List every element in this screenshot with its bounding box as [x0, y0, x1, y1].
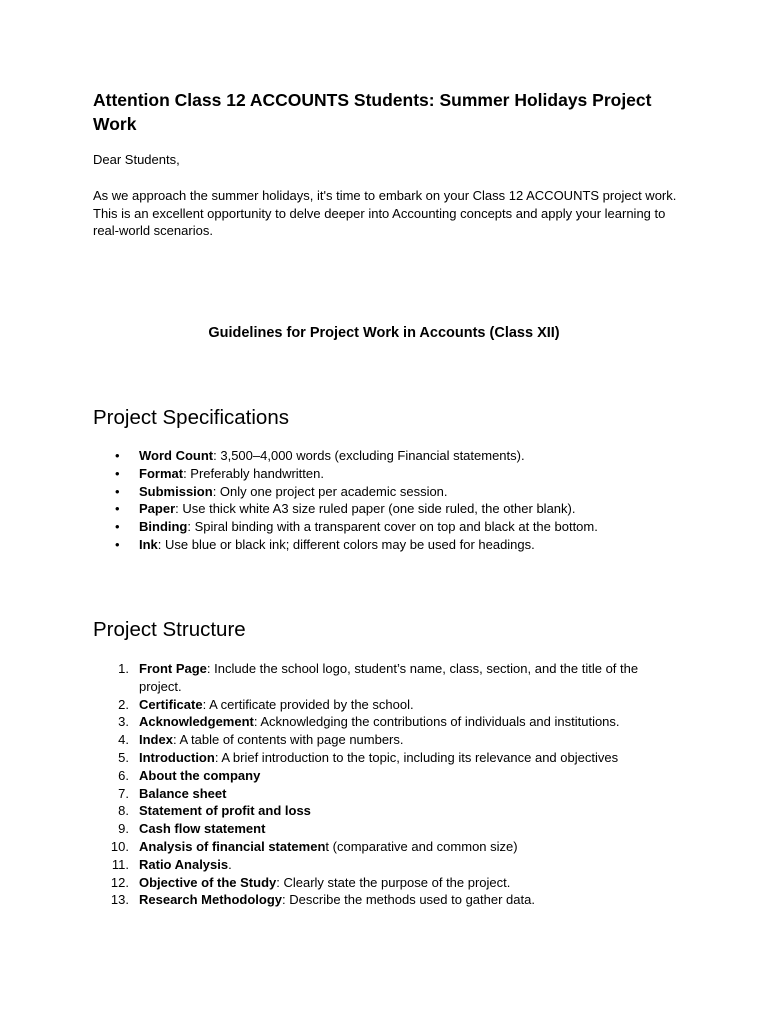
item-text: : Only one project per academic session. [212, 483, 448, 499]
list-item [93, 500, 683, 518]
item-text: : Preferably handwritten. [183, 465, 324, 481]
item-label: Front Page [139, 661, 207, 676]
item-number: 7. [118, 785, 129, 801]
item-number: 5. [118, 749, 129, 765]
item-label: Paper [139, 501, 176, 517]
list-item [93, 874, 683, 892]
bullet-icon: • [115, 536, 120, 552]
item-text: : 3,500–4,000 words (excluding Financial statements). [213, 448, 525, 463]
item-number: 4. [118, 732, 129, 748]
item-label: Analysis of financial statemen [139, 838, 326, 854]
item-label: Cash flow statement [139, 821, 266, 837]
list-item [93, 767, 683, 785]
list-item [93, 820, 683, 838]
bullet-icon: • [115, 465, 120, 481]
item-number: 11. [111, 856, 129, 872]
item-text: : Acknowledging the contributions of individuals and institutions. [253, 714, 620, 730]
intro-paragraph: As we approach the summer holidays, it's time to embark on your Class 12 ACCOUNTS project work. This is an excellent opportunity to delve deeper into Accounting concepts and apply your learning to real-world scenarios. [93, 188, 677, 238]
item-text: : A brief introduction to the topic, including its relevance and objectives [214, 749, 619, 765]
item-label: Ink [139, 536, 158, 552]
item-number: 6. [118, 767, 129, 783]
specifications-heading: Project Specifications [93, 406, 289, 429]
item-text: : Clearly state the purpose of the project. [276, 874, 511, 890]
specifications-list [93, 447, 683, 554]
item-number: 10. [110, 838, 129, 854]
item-number: 3. [118, 714, 129, 730]
list-item [93, 465, 683, 483]
bullet-icon: • [115, 448, 120, 463]
item-text: : A table of contents with page numbers. [172, 732, 404, 748]
structure-list [93, 660, 683, 909]
list-item [93, 696, 683, 714]
item-text: t (comparative and common size) [325, 838, 518, 854]
list-item [93, 838, 683, 856]
item-text: : Describe the methods used to gather data. [282, 892, 535, 908]
list-item [93, 749, 683, 767]
list-item [93, 802, 683, 820]
bullet-icon: • [115, 501, 120, 517]
list-item [93, 731, 683, 749]
item-number: 13. [110, 892, 129, 908]
list-item [93, 447, 683, 465]
item-text: : Use thick white A3 size ruled paper (one side ruled, the other blank). [175, 501, 576, 517]
item-number: 12. [110, 874, 129, 890]
item-number: 9. [118, 821, 129, 837]
item-label: Binding [139, 519, 188, 535]
list-item [93, 891, 683, 909]
item-label: Submission [139, 483, 213, 499]
item-label: Objective of the Study [139, 874, 277, 890]
list-item [93, 483, 683, 501]
list-item [93, 856, 683, 874]
item-label: Balance sheet [139, 785, 227, 801]
item-text: : A certificate provided by the school. [202, 696, 414, 712]
item-label: Acknowledgement [139, 714, 254, 730]
item-label: Ratio Analysis [139, 856, 229, 872]
greeting: Dear Students, [93, 152, 180, 167]
item-text: . [228, 856, 232, 872]
item-text: : Spiral binding with a transparent cover on top and black at the bottom. [187, 519, 598, 535]
item-label: Introduction [139, 749, 215, 765]
list-item [93, 785, 683, 803]
structure-heading: Project Structure [93, 618, 246, 641]
item-number: 2. [118, 696, 129, 712]
bullet-icon: • [115, 483, 120, 499]
item-label: Word Count [139, 448, 214, 463]
list-item [93, 536, 683, 554]
item-label: Research Methodology [139, 892, 283, 908]
list-item [93, 660, 683, 696]
bullet-icon: • [115, 519, 120, 535]
document-title: Attention Class 12 ACCOUNTS Students: Summer Holidays Project Work [93, 90, 652, 134]
item-number: 1. [118, 661, 129, 676]
item-text: : Include the school logo, student’s name, class, section, and the title of the project. [139, 661, 639, 694]
item-label: About the company [139, 767, 261, 783]
item-label: Index [139, 732, 173, 748]
item-number: 8. [118, 803, 129, 819]
item-label: Format [139, 465, 184, 481]
list-item [93, 518, 683, 536]
item-label: Certificate [139, 696, 203, 712]
list-item [93, 713, 683, 731]
item-text: : Use blue or black ink; different colors may be used for headings. [157, 536, 535, 552]
item-label: Statement of profit and loss [139, 803, 311, 819]
guidelines-heading: Guidelines for Project Work in Accounts (Class XII) [208, 325, 560, 341]
